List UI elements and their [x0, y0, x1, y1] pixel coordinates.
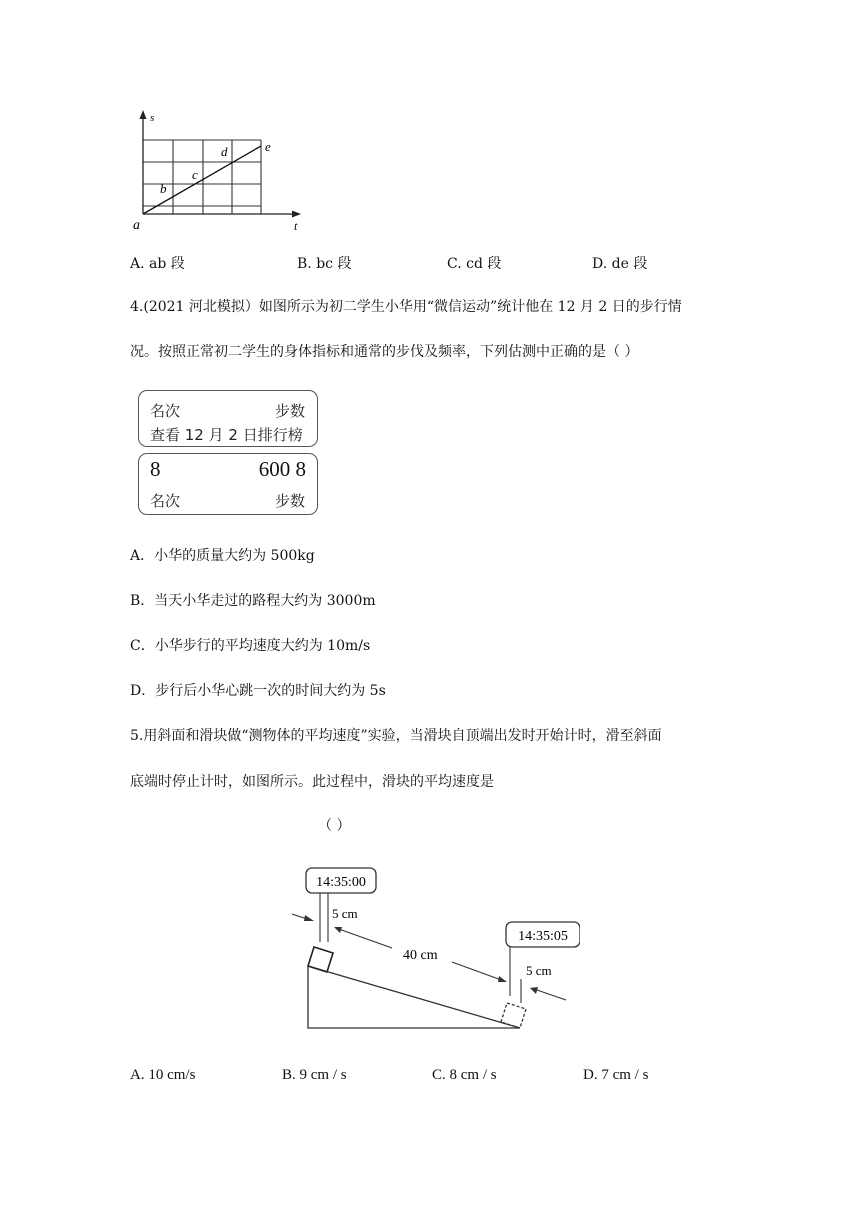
q4-stem-line2: 况。按照正常初二学生的身体指标和通常的步伐及频率，下列估测中正确的是（ ） — [130, 344, 639, 360]
steps-label: 步数 — [274, 402, 305, 420]
q5-option-c: C. 8 cm / s — [432, 1067, 497, 1083]
q5-answer-blank: （ ） — [318, 818, 351, 834]
len-travel: 40 cm — [403, 948, 438, 963]
q5-stem-line1: 5.用斜面和滑块做“测物体的平均速度”实验，当滑块自顶端出发时开始计时，滑至斜面 — [130, 728, 662, 744]
point-b-label: b — [160, 181, 167, 196]
incline-diagram — [280, 858, 580, 1033]
q4-option-a: A．小华的质量大约为 500kg — [130, 548, 315, 564]
q3-option-a: A. ab 段 — [130, 256, 185, 272]
q5-option-a: A. 10 cm/s — [130, 1067, 196, 1083]
q4-option-d: D．步行后小华心跳一次的时间大约为 5s — [130, 683, 386, 699]
axis-y-label: s — [150, 112, 155, 124]
steps-value: 600 8 — [258, 457, 306, 481]
slider-block-top — [308, 947, 333, 972]
point-c-label: c — [192, 167, 198, 182]
q4-stem-line1: 4.(2021 河北模拟）如图所示为初二学生小华用“微信运动”统计他在 12 月 2 日的步行情 — [130, 299, 682, 315]
q3-option-c: C. cd 段 — [447, 256, 502, 272]
rank-value: 8 — [150, 457, 161, 481]
steps-label: 步数 — [274, 492, 305, 510]
rank-label: 名次 — [150, 492, 181, 510]
rank-label: 名次 — [150, 402, 181, 420]
q3-option-d: D. de 段 — [592, 256, 648, 272]
time-end: 14:35:05 — [518, 929, 568, 944]
point-d-label: d — [221, 144, 228, 159]
s-t-graph — [120, 108, 310, 238]
len-block-bottom: 5 cm — [526, 963, 552, 978]
q5-option-b: B. 9 cm / s — [282, 1067, 347, 1083]
q5-option-d: D. 7 cm / s — [583, 1067, 649, 1083]
view-ranking-link: 查看 12 月 2 日排行榜 — [150, 426, 303, 444]
point-a-label: a — [133, 218, 140, 233]
q5-stem-line2: 底端时停止计时，如图所示。此过程中，滑块的平均速度是 — [130, 774, 494, 790]
graph-line — [143, 146, 261, 214]
q4-option-c: C．小华步行的平均速度大约为 10m/s — [130, 638, 371, 654]
q4-option-b: B．当天小华走过的路程大约为 3000m — [130, 593, 376, 609]
ranking-card-bottom — [138, 453, 318, 515]
slider-block-bottom — [501, 1003, 526, 1028]
ranking-card-top — [138, 390, 318, 447]
point-e-label: e — [265, 139, 271, 154]
time-start: 14:35:00 — [316, 875, 366, 890]
len-block-top: 5 cm — [332, 906, 358, 921]
q3-option-b: B. bc 段 — [297, 256, 352, 272]
axis-x-label: t — [294, 219, 298, 233]
